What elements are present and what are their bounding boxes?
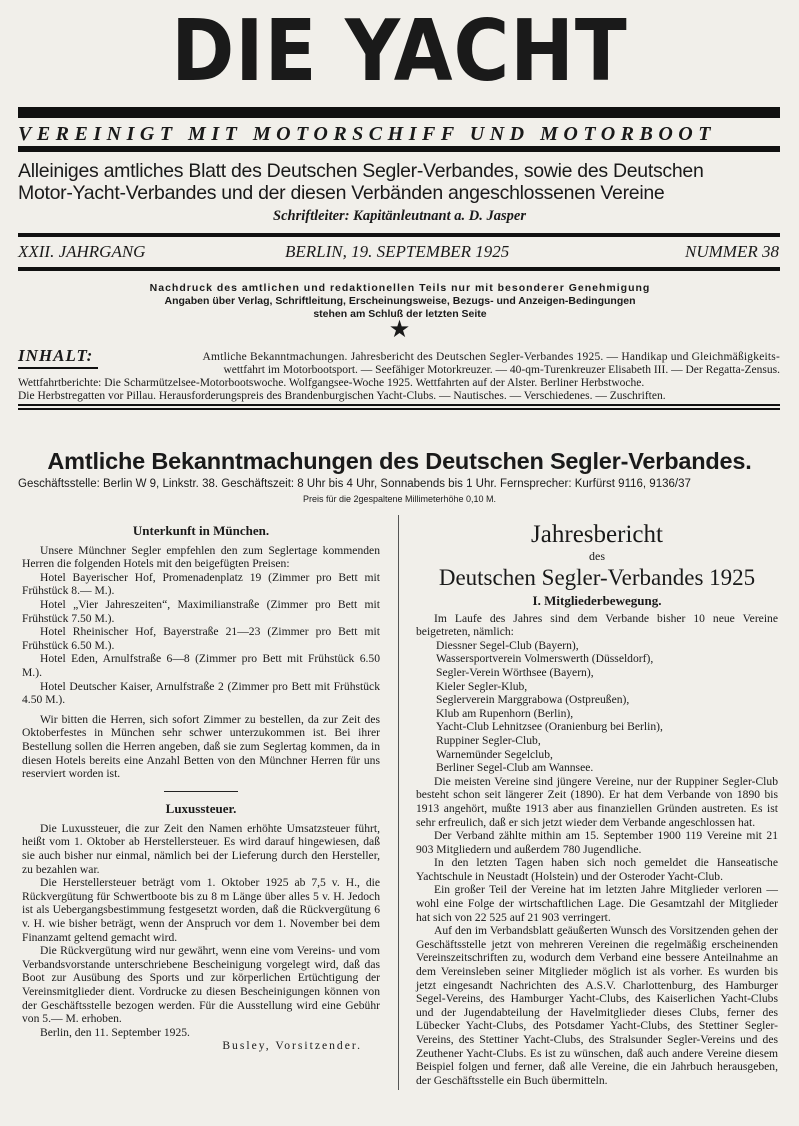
notice-line-3: stehen am Schluß der letzten Seite <box>313 308 487 320</box>
issue-number: NUMMER 38 <box>685 242 779 261</box>
column-separator <box>398 515 399 1090</box>
report-p5: Ein großer Teil der Vereine hat im letzten Jahre Mitglieder verloren — wohl eine Folge der wirtschaftlichen Lage. Die Gesamtzahl der Mitglieder hat sich von 22 525 auf 21 903 verringert. <box>416 883 778 924</box>
star-icon: ★ <box>388 317 411 343</box>
munich-accommodation-title: Unterkunft in München. <box>132 523 270 538</box>
annual-report-des: des <box>589 549 605 563</box>
official-line-1: Alleiniges amtliches Blatt des Deutschen Segler-Verbandes, sowie des Deutschen <box>18 160 704 182</box>
munich-intro: Unsere Münchner Segler empfehlen den zum Seglertage kommenden Herren die folgenden Hotels mit den beigefügten Preisen: <box>22 543 380 571</box>
munich-request: Wir bitten die Herren, sich sofort Zimmer zu bestellen, da zur Zeit des Oktoberfestes in München sehr schwer unterzukommen ist. Bei ihrer Bestellung sollen die Herren angeben, daß sie zum Seglertag kommen, da in diesen Hotels bereits eine Anzahl Betten von den Münchner Herren für uns reserviert worden ist. <box>22 712 380 781</box>
notice-line-2: Angaben über Verlag, Schriftleitung, Erscheinungsweise, Bezugs- und Anzeigen-Bedingungen <box>164 295 636 307</box>
hotel-item: Hotel Deutscher Kaiser, Arnulfstraße 2 (Zimmer pro Bett mit Frühstück 4.50 M.). <box>22 679 380 707</box>
dateline: Berlin, den 11. September 1925. <box>40 1025 190 1039</box>
report-p3: Der Verband zählte mithin am 15. September 1900 119 Vereine mit 21 903 Mitgliedern und außerdem 780 Jugendliche. <box>416 829 778 856</box>
report-p1: Im Laufe des Jahres sind dem Verbande bisher 10 neue Vereine beigetreten, nämlich: <box>416 611 778 639</box>
hotel-item: Hotel Rheinischer Hof, Bayerstraße 21—23 (Zimmer pro Bett mit Frühstück 6.50 M.). <box>22 625 380 652</box>
toc-rule-1 <box>18 404 780 406</box>
toc-label-underline <box>18 367 98 369</box>
issue-date: BERLIN, 19. SEPTEMBER 1925 <box>285 242 510 261</box>
club-list-item: Seglerverein Marggrabowa (Ostpreußen), <box>436 693 630 707</box>
toc-rule-2 <box>18 408 780 410</box>
issue-rule-top <box>18 233 780 237</box>
club-list-item: Ruppiner Segler-Club, <box>436 733 541 747</box>
report-p6: Auf den im Verbandsblatt geäußerten Wunsch des Vorsitzenden gehen der Geschäftsstelle jetzt von mehreren Vereinen die regelmäßig erscheinenden Vereinszeitschriften zu, wodurch dem Verband eine bessere Anteilnahme an dem Vereinsleben seiner Mitglieder möglich ist als vorher. Es wurden bis jetzt eingesandt Nachrichten des A.S.V. Charlottenburg, des Hamburger Segel-Vereins, des Hamburger Yacht-Clubs, des Kaiserlichen Yacht-Clubs und der Jugendabteilung der Havelmitglieder dieses Clubs, ferner des Lübecker Yacht-Clubs, des Potsdamer Yacht-Clubs, des Stettiner Segler-Vereins, des Stettiner Yacht-Clubs, des Stralsunder Segler-Vereins und des Zeuthener Yacht-Clubs. Es ist zu wünschen, daß auch andere Vereine diesem Beispiel folgen und ferner, daß alle Vereine, die ein Jahrbuch herausgeben, der Geschäftsstelle ein Buch übermitteln. <box>416 924 778 1087</box>
issue-rule-bottom <box>18 267 780 271</box>
report-p2: Die meisten Vereine sind jüngere Vereine, nur der Ruppiner Segler-Club besteht schon seit längerer Zeit (1890). Er hat dem Verbande von 1890 bis 1913 angehört, mußte 1913 aber aus finanziellen Gründen austreten. Es ist sehr erfreulich, daß er sich jetzt wieder dem Verbande angeschlossen hat. <box>416 774 778 829</box>
toc-line-1: Amtliche Bekanntmachungen. Jahresbericht des Deutschen Segler-Verbandes 1925. — Handikap und Gleichmäßigkeits- <box>202 351 780 363</box>
right-column <box>416 522 778 1087</box>
club-list-item: Diessner Segel-Club (Bayern), <box>436 638 579 652</box>
hotel-item: Hotel Bayerischer Hof, Promenadenplatz 19 (Zimmer pro Bett mit Frühstück 8.— M.). <box>22 570 380 598</box>
club-list-item: Warnemünder Segelclub, <box>436 747 553 761</box>
luxury-tax-p3: Die Rückvergütung wird nur gewährt, wenn eine vom Vereins- und vom Verbandsvorstande unterschriebene Bescheinigung vorgelegt wird, daß das Boot zur Ausübung des Sports und zur körperlichen Ertüchtigung der Vereinsmitglieder dient. Vordrucke zu diesen Bescheinigungen können von der Geschäftsstelle bezogen werden. Für die Ausstellung wird eine Gebühr von 5.— M. erhoben. <box>22 944 380 1026</box>
toc-label: INHALT: <box>18 346 94 365</box>
toc-line-2: wettfahrt im Motorbootsport. — Seefähiger Motorkreuzer. — 40-qm-Turenkreuzer Elisabeth III. — Der Regatta-Zensus. <box>223 364 780 376</box>
club-list-item: Yacht-Club Lehnitzsee (Oranienburg bei Berlin), <box>436 720 663 734</box>
notice-line-1: Nachdruck des amtlichen und redaktionellen Teils nur mit besonderer Genehmigung <box>149 282 651 294</box>
issue-volume: XXII. JAHRGANG <box>18 242 146 261</box>
luxury-tax-p2: Die Herstellersteuer beträgt vom 1. Oktober 1925 ab 7,5 v. H., die Rückvergütung für Schwertboote bis zu 8 m Länge über alles 5 v. H. Jedoch ist als Uebergangsbestimmung festgesetzt worden, daß die Rückvergütung 6 v. H. wie bisher beträgt, wenn der Anspruch vor dem 1. November bei dem Finanzamt geltend gemacht wird. <box>22 876 380 944</box>
club-list-item: Kieler Segler-Klub, <box>436 679 528 693</box>
signature: Busley, Vorsitzender. <box>222 1039 362 1053</box>
masthead-subtitle: VEREINIGT MIT MOTORSCHIFF UND MOTORBOOT <box>18 123 716 145</box>
club-list-item: Wassersportverein Volmerswerth (Düsseldorf), <box>436 652 654 666</box>
hotel-item: Hotel Eden, Arnulfstraße 6—8 (Zimmer pro Bett mit Frühstück 6.50 M.). <box>22 652 380 679</box>
masthead-rule-bottom <box>18 146 780 152</box>
masthead-title: DIE YACHT <box>171 0 628 101</box>
masthead-rule-top <box>18 107 780 118</box>
club-list-item: Segler-Verein Wörthsee (Bayern), <box>436 665 594 679</box>
luxury-tax-title: Luxussteuer. <box>165 801 237 817</box>
club-list-item: Klub am Rupenhorn (Berlin), <box>436 706 574 720</box>
annual-report-title: Jahresbericht <box>531 521 663 548</box>
office-contact: Geschäftsstelle: Berlin W 9, Linkstr. 38. Geschäftszeit: 8 Uhr bis 4 Uhr, Sonnabends bis 1 Uhr. Fernsprecher: Kurfürst 9116, 9136/37 <box>18 478 691 490</box>
hotel-item: Hotel „Vier Jahreszeiten“, Maximilianstraße (Zimmer pro Bett mit Frühstück 7.50 M.). <box>22 597 380 625</box>
ad-price: Preis für die 2gespaltene Millimeterhöhe 0,10 M. <box>302 494 497 504</box>
toc-line-4: Die Herbstregatten vor Pillau. Herausforderungspreis des Brandenburgischen Yacht-Clubs. — Nautisches. — Verschiedenes. — Zuschriften. <box>18 390 666 402</box>
reprint-notice <box>20 282 780 321</box>
annual-report-subtitle: Deutschen Segler-Verbandes 1925 <box>438 565 756 590</box>
toc-line-3: Wettfahrtberichte: Die Scharmützelsee-Motorbootswoche. Wolfgangsee-Woche 1925. Wettfahrten auf der Alster. Berliner Herbstwoche. <box>18 377 645 389</box>
announcements-heading: Amtliche Bekanntmachungen des Deutschen Segler-Verbandes. <box>47 448 752 474</box>
left-column <box>22 524 380 1053</box>
section-divider <box>164 791 238 793</box>
luxury-tax-p1: Die Luxussteuer, die zur Zeit den Namen erhöhte Umsatzsteuer führt, heißt vom 1. Oktober ab Herstellersteuer. Es wird darauf hingewiesen, daß sie auch bisher nur einmal, nämlich bei der Lieferung durch den Hersteller, zu bezahlen war. <box>22 821 380 876</box>
club-list-item: Berliner Segel-Club am Wannsee. <box>436 761 594 775</box>
report-p4: In den letzten Tagen haben sich noch gemeldet die Hanseatische Yachtschule in Neustadt (Holstein) und der Osteroder Yacht-Club. <box>416 856 778 883</box>
editor-line: Schriftleiter: Kapitänleutnant a. D. Jasper <box>273 208 526 224</box>
official-gazette-notice <box>18 160 780 204</box>
membership-section-title: I. Mitgliederbewegung. <box>532 593 662 608</box>
official-line-2: Motor-Yacht-Verbandes und der diesen Verbänden angeschlossenen Vereine <box>18 182 665 204</box>
